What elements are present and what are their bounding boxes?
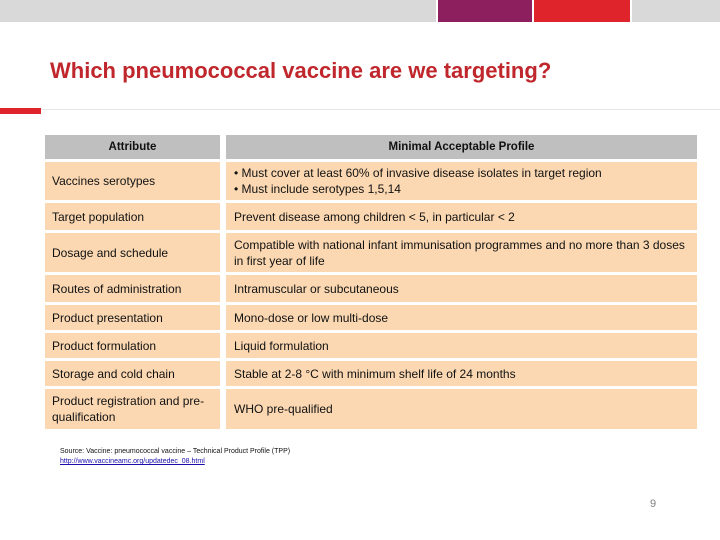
title-divider [0, 109, 720, 110]
profile-line: • Must include serotypes 1,5,14 [234, 182, 401, 196]
table-row [45, 361, 697, 386]
table-row [45, 333, 697, 358]
profile-cell: Intramuscular or subcutaneous [226, 275, 697, 302]
attribute-cell: Product registration and pre-qualification [45, 389, 220, 429]
source-link[interactable]: http://www.vaccineamc.org/updatedec_08.html [60, 458, 205, 465]
header-bar-red [534, 0, 630, 22]
table-row [45, 233, 697, 272]
source-text: Source: Vaccine: pneumococcal vaccine – Technical Product Profile (TPP) [60, 448, 291, 455]
profile-cell: WHO pre-qualified [226, 389, 697, 429]
table-row [45, 275, 697, 302]
table-row [45, 203, 697, 230]
attribute-cell: Product formulation [45, 333, 220, 358]
attribute-cell: Storage and cold chain [45, 361, 220, 386]
profile-cell: Mono-dose or low multi-dose [226, 305, 697, 330]
profile-cell: Stable at 2-8 °C with minimum shelf life of 24 months [226, 361, 697, 386]
table-row [45, 389, 697, 429]
profile-cell: Compatible with national infant immunisation programmes and no more than 3 doses in first year of life [226, 233, 697, 272]
profile-line: • Must cover at least 60% of invasive disease isolates in target region [234, 166, 602, 180]
header-bar-purple [438, 0, 532, 22]
table-row [45, 305, 697, 330]
table-row [45, 162, 697, 200]
table-header-row [45, 135, 697, 159]
attribute-cell: Routes of administration [45, 275, 220, 302]
source-note [60, 447, 290, 467]
title-accent-mark [0, 108, 41, 114]
header-bar-gray [0, 0, 436, 22]
header-bar-light-gray [632, 0, 720, 22]
header-profile: Minimal Acceptable Profile [226, 135, 697, 159]
attribute-cell: Vaccines serotypes [45, 162, 220, 200]
header-attribute: Attribute [45, 135, 220, 159]
attribute-cell: Dosage and schedule [45, 233, 220, 272]
profile-cell: Prevent disease among children < 5, in particular < 2 [226, 203, 697, 230]
profile-cell [226, 162, 697, 200]
profile-table [45, 135, 697, 429]
slide-title: Which pneumococcal vaccine are we targeting? [50, 58, 552, 83]
attribute-cell: Target population [45, 203, 220, 230]
page-number: 9 [650, 498, 657, 510]
profile-cell: Liquid formulation [226, 333, 697, 358]
attribute-cell: Product presentation [45, 305, 220, 330]
